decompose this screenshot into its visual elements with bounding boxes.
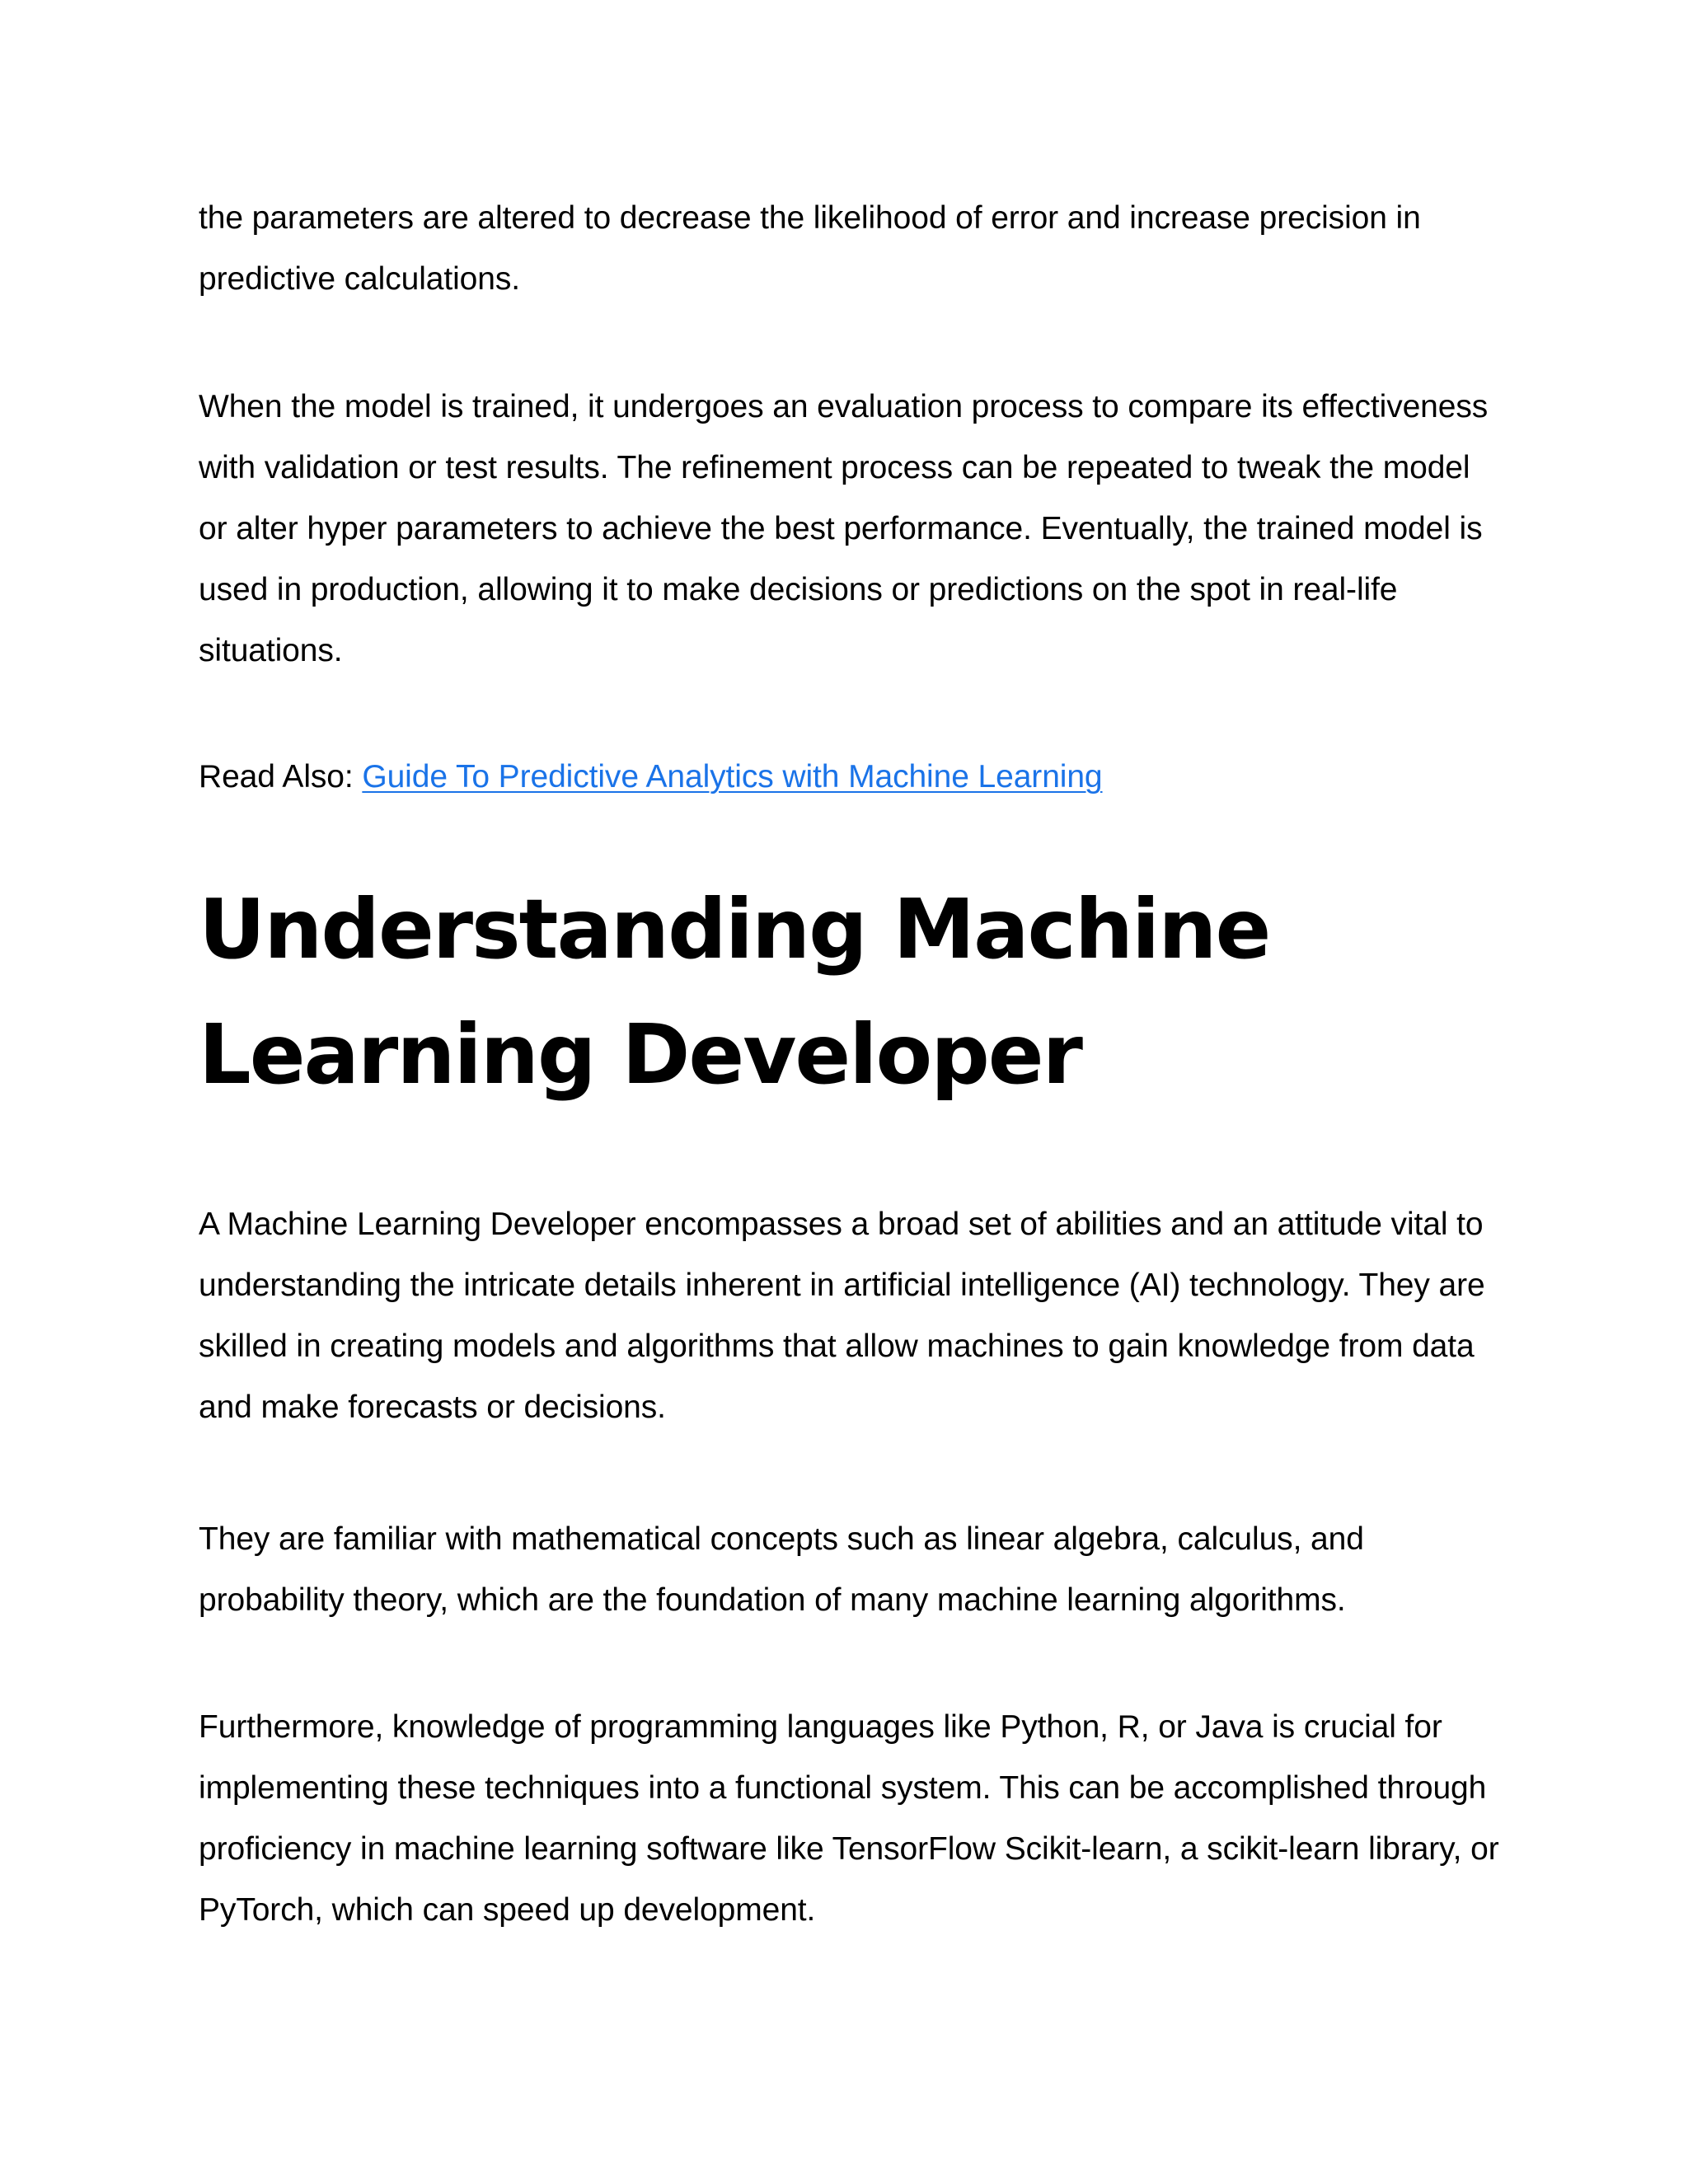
read-also-label: Read Also: — [199, 759, 363, 794]
section-heading: Understanding Machine Learning Developer — [199, 881, 1270, 1103]
read-also-link[interactable]: Guide To Predictive Analytics with Machine Learning — [362, 759, 1103, 794]
paragraph-ml-developer-intro: A Machine Learning Developer encompasses a broad set of abilities and an attitude vital to understanding the intricate details inherent in artificial intelligence (AI) technology. They are skilled in creating models and algorithms that allow machines to gain knowledge from data and make forecasts or decisions. — [199, 1207, 1485, 1425]
paragraph-model-evaluation: When the model is trained, it undergoes an evaluation process to compare its effectiveness with validation or test results. The refinement process can be repeated to tweak the model or alter hyper parameters to achieve the best performance. Eventually, the trained model is used in production, allowing it to make decisions or predictions on the spot in real-life situations. — [199, 389, 1489, 668]
paragraph-programming-languages: Furthermore, knowledge of programming languages like Python, R, or Java is crucial for implementing these techniques into a functional system. This can be accomplished through proficiency in machine learning software like TensorFlow Scikit-learn, a scikit-learn library, or PyTorch, which can speed up development. — [199, 1709, 1499, 1928]
paragraph-math-concepts: They are familiar with mathematical concepts such as linear algebra, calculus, and probability theory, which are the foundation of many machine learning algorithms. — [199, 1521, 1364, 1618]
paragraph-parameters: the parameters are altered to decrease the likelihood of error and increase precision in predictive calculations. — [199, 200, 1421, 297]
read-also-line — [199, 747, 1501, 808]
